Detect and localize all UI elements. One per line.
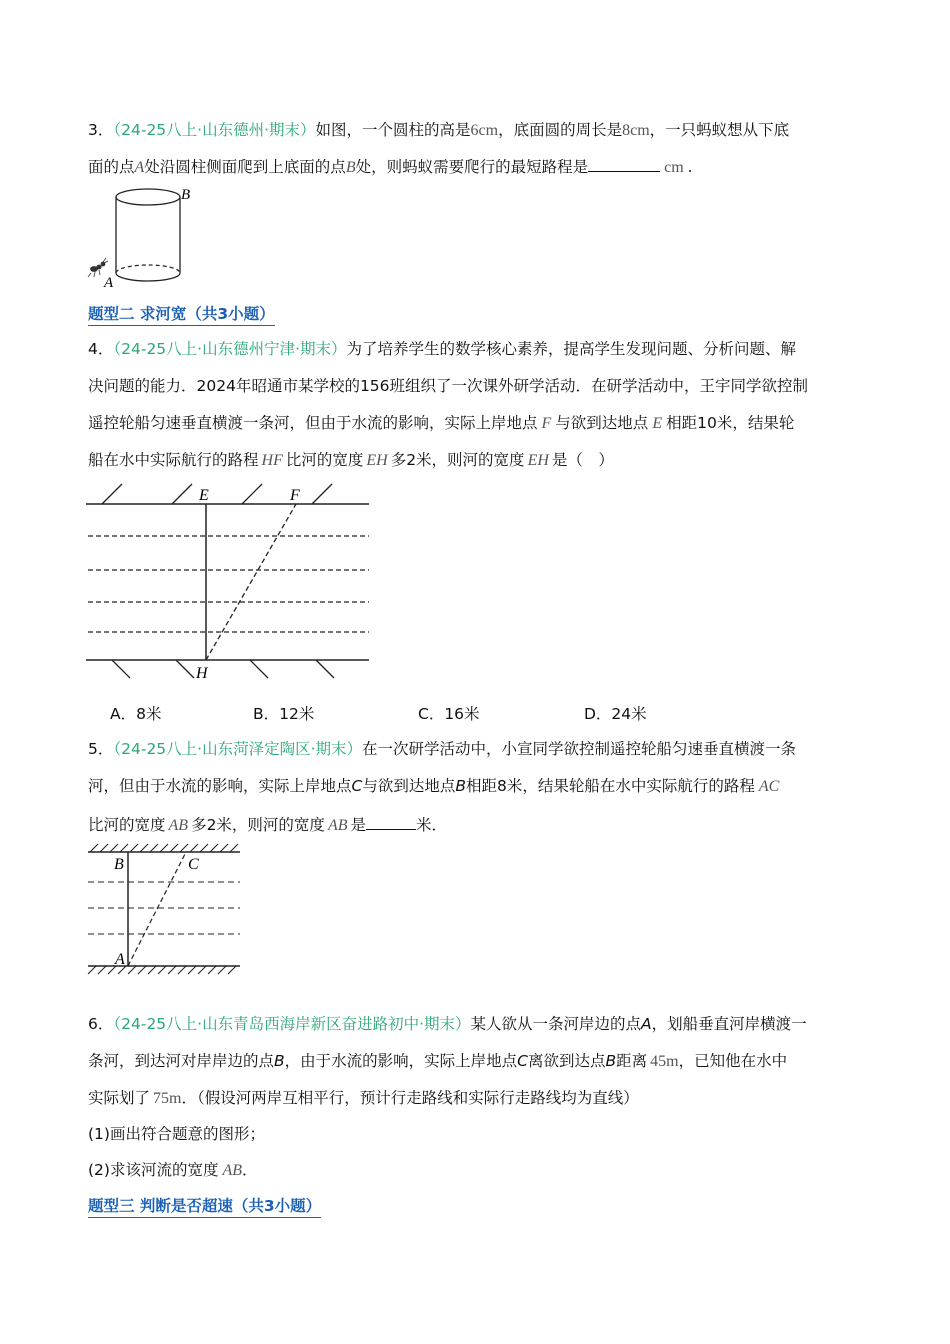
q6-text: 距离 [616, 1052, 648, 1070]
q4-point-f: F [541, 415, 552, 432]
q4-text: 决问题的能力．2024年昭通市某学校的156班组织了一次课外研学活动．在研学活动中，王宇同学欲控制 [88, 377, 809, 395]
q4-label-h: H [196, 665, 208, 682]
q4-label-e: E [199, 487, 209, 504]
q6-line2 [88, 1049, 787, 1071]
q6-text: ，已知他在水中 [678, 1052, 788, 1070]
q3-height-value: 6cm [470, 122, 499, 139]
q4-text: 多2米，则河的宽度 [390, 451, 525, 469]
q5-text: 河，但由于水流的影响，实际上岸地点 [88, 777, 352, 795]
q5-river-figure [84, 840, 244, 975]
q3-text: 如图，一个圆柱的高是 [315, 121, 471, 139]
q4-option-a[interactable]: A．8米 [110, 705, 162, 723]
q6-text: (2)求该河流的宽度 [88, 1161, 219, 1179]
q6-text: ，划船垂直河岸横渡一 [651, 1015, 807, 1033]
q3-label-b: B [181, 187, 191, 203]
q6-text: ，由于水流的影响，实际上岸地点 [284, 1052, 518, 1070]
q4-segment-hf: HF [261, 452, 283, 469]
q6-line3 [88, 1086, 639, 1108]
q6-distance-value: 45m [650, 1053, 679, 1070]
q3-source: （24-25八上·山东德州·期末） [113, 121, 316, 139]
q6-text: 实际划了 [88, 1089, 151, 1107]
q4-text: 比河的宽度 [285, 451, 364, 469]
q6-line1 [88, 1012, 807, 1034]
q5-segment-ac: AC [758, 778, 780, 795]
q5-segment-ab: AB [168, 817, 189, 834]
q5-text: 在一次研学活动中，小宣同学欲控制遥控轮船匀速垂直横渡一条 [362, 740, 797, 758]
q5-text: 米． [416, 816, 448, 834]
q5-answer-blank[interactable] [366, 815, 416, 830]
q4-number: 4． [88, 340, 114, 358]
q4-line4 [88, 448, 614, 470]
q5-source: （24-25八上·山东菏泽定陶区·期末） [113, 740, 363, 758]
q3-line2 [88, 155, 693, 177]
q6-text: ．（假设河两岸互相平行，预计行走路线和实际行走路线均为直线） [181, 1089, 639, 1107]
q4-segment-eh: EH [527, 452, 549, 469]
q4-point-e: E [652, 415, 663, 432]
q5-number: 5． [88, 740, 114, 758]
q5-line1 [88, 737, 796, 759]
q4-river-figure [84, 482, 374, 682]
q3-text: ，一只蚂蚁想从下底 [649, 121, 790, 139]
section-heading-3: 题型三 判断是否超速（共3小题） [88, 1194, 321, 1218]
q4-line3 [88, 411, 794, 433]
q6-text: ． [242, 1161, 258, 1179]
q3-cylinder-figure [82, 183, 212, 293]
q5-line2 [88, 774, 779, 796]
q5-point-b: B [455, 777, 466, 795]
q5-text: 比河的宽度 [88, 816, 166, 834]
q4-text: 遥控轮船匀速垂直横渡一条河，但由于水流的影响，实际上岸地点 [88, 414, 538, 432]
q3-text: 处沿圆柱侧面爬到上底面的点 [144, 158, 346, 176]
q3-number: 3． [88, 121, 114, 139]
q4-text: 是（ ） [551, 451, 614, 469]
q6-sub2 [88, 1158, 258, 1180]
q6-rowed-value: 75m [153, 1090, 182, 1107]
q4-source: （24-25八上·山东德州宁津·期末） [113, 340, 347, 358]
q6-source: （24-25八上·山东青岛西海岸新区奋进路初中·期末） [113, 1015, 471, 1033]
q4-option-c[interactable]: C．16米 [418, 705, 480, 723]
q4-option-b[interactable]: B．12米 [253, 705, 315, 723]
section-heading-2: 题型二 求河宽（共3小题） [88, 302, 275, 326]
q5-point-c: C [351, 777, 363, 795]
q3-end: . [687, 158, 693, 176]
q4-text: 相距10米，结果轮 [666, 414, 795, 432]
q6-text: 离欲到达点 [528, 1052, 606, 1070]
q6-point-a: A [641, 1015, 652, 1033]
q5-text: 多2米，则河的宽度 [191, 816, 325, 834]
q6-text: 某人欲从一条河岸边的点 [470, 1015, 642, 1033]
q3-point-a: A [134, 159, 145, 176]
q6-sub1: (1)画出符合题意的图形； [88, 1125, 265, 1143]
q4-line1 [88, 337, 796, 359]
q6-number: 6． [88, 1015, 114, 1033]
q5-label-a: A [115, 951, 125, 968]
q4-segment-eh: EH [366, 452, 388, 469]
q5-text: 相距8米，结果轮船在水中实际航行的路程 [466, 777, 755, 795]
q4-text: 为了培养学生的数学核心素养，提高学生发现问题、分析问题、解 [346, 340, 797, 358]
q3-unit: cm [664, 159, 684, 176]
q4-line2 [88, 374, 808, 396]
q3-label-a: A [104, 275, 114, 291]
q5-text: 与欲到达地点 [362, 777, 456, 795]
q4-text: 船在水中实际航行的路程 [88, 451, 259, 469]
q3-text: ，底面圆的周长是 [498, 121, 623, 139]
q5-text: 是 [350, 816, 366, 834]
q6-point-c: C [517, 1052, 528, 1070]
q3-answer-blank[interactable] [588, 157, 660, 172]
q3-text: 面的点 [88, 158, 135, 176]
q5-line3 [88, 813, 447, 835]
q4-option-d[interactable]: D．24米 [584, 705, 647, 723]
q5-segment-ab: AB [327, 817, 348, 834]
q3-line1 [88, 118, 789, 140]
q4-label-f: F [290, 487, 300, 504]
q5-label-b: B [114, 856, 124, 873]
q6-point-b: B [274, 1052, 285, 1070]
q3-text: 处，则蚂蚁需要爬行的最短路程是 [355, 158, 589, 176]
q5-label-c: C [188, 856, 199, 873]
q6-text: 条河，到达河对岸岸边的点 [88, 1052, 275, 1070]
q6-point-b: B [605, 1052, 617, 1070]
q3-circumference-value: 8cm [622, 122, 650, 139]
q4-text: 与欲到达地点 [555, 414, 649, 432]
q3-point-b: B [345, 159, 356, 176]
q6-segment-ab: AB [222, 1162, 243, 1179]
